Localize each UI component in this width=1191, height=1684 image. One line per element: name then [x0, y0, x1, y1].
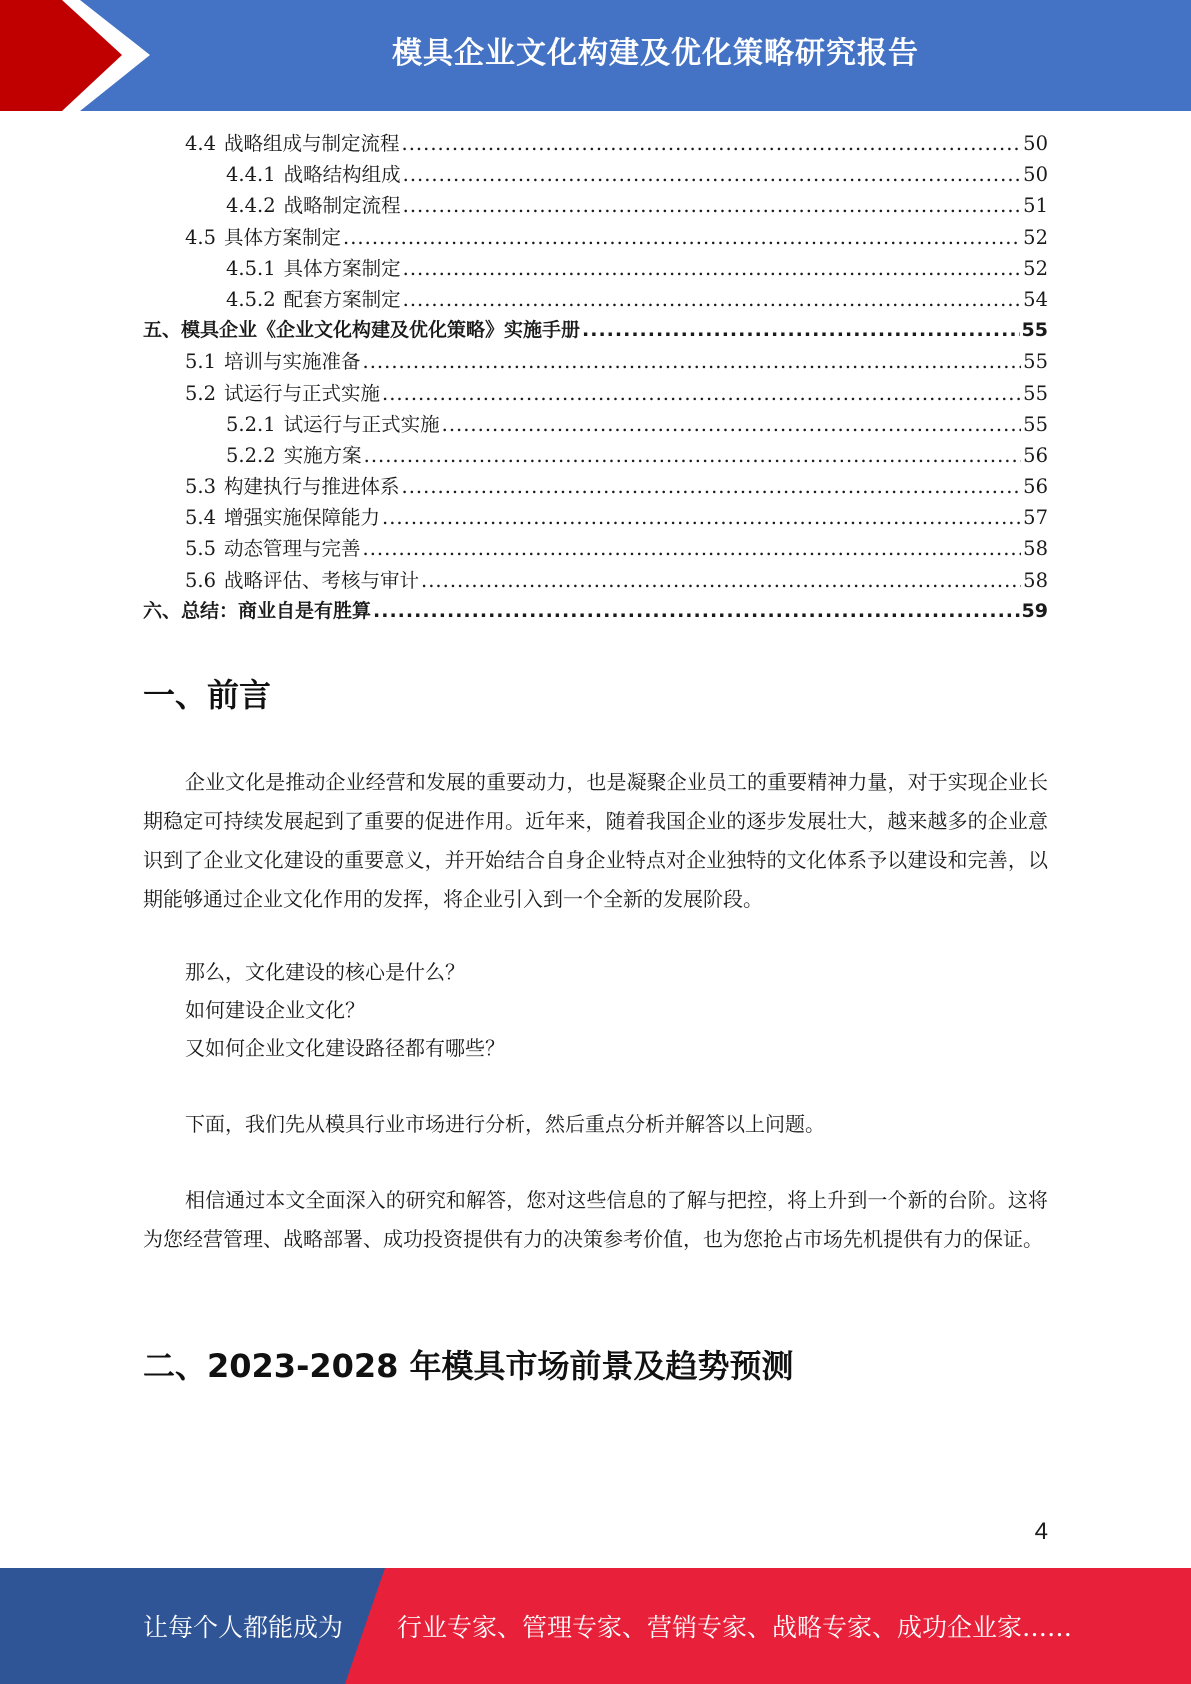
- toc-entry[interactable]: [143, 346, 1048, 377]
- toc-entry-page: 50: [1023, 163, 1048, 187]
- toc-entry[interactable]: [143, 222, 1048, 253]
- toc-entry-title: 实施方案: [283, 443, 362, 467]
- page-number: 4: [1034, 1518, 1048, 1545]
- toc-entry-title: 试运行与正式实施: [224, 381, 381, 405]
- toc-leader-dots: [403, 159, 1022, 190]
- toc-entry-number: 4.4.1: [226, 163, 276, 187]
- toc-entry-page: 58: [1023, 568, 1048, 592]
- toc-entry-title: 构建执行与推进体系: [224, 475, 400, 499]
- toc-entry-page: 56: [1023, 443, 1048, 467]
- preface-paragraph-1: 企业文化是推动企业经营和发展的重要动力，也是凝聚企业员工的重要精神力量，对于实现企业长期稳定可持续发展起到了重要的促进作用。近年来，随着我国企业的逐步发展壮大，越来越多的企业意识到了企业文化建设的重要意义，并开始结合自身企业特点对企业独特的文化体系予以建设和完善，以期能够通过企业文化作用的发挥，将企业引入到一个全新的发展阶段。: [143, 770, 1048, 911]
- toc-entry[interactable]: [143, 440, 1048, 471]
- toc-entry-page: 55: [1023, 350, 1048, 374]
- toc-entry-title: 具体方案制定: [224, 225, 342, 249]
- toc-entry-page: 57: [1023, 506, 1048, 530]
- toc-entry-page: 51: [1023, 194, 1048, 218]
- toc-entry[interactable]: [143, 533, 1048, 564]
- header-title: 模具企业文化构建及优化策略研究报告: [392, 36, 919, 71]
- toc-entry-title: 具体方案制定: [283, 256, 401, 280]
- toc-leader-dots: [363, 533, 1022, 564]
- toc-entry[interactable]: [143, 596, 1048, 627]
- toc-entry-title: 配套方案制定: [283, 287, 401, 311]
- toc-entry[interactable]: [143, 502, 1048, 533]
- section-heading-preface: 一、前言: [143, 676, 272, 714]
- toc-entry-title: 增强实施保障能力: [224, 506, 381, 530]
- toc-entry[interactable]: [143, 159, 1048, 190]
- toc-entry-title: 动态管理与完善: [224, 537, 361, 561]
- preface-question-3: 又如何企业文化建设路径都有哪些？: [185, 1036, 505, 1060]
- toc-entry-page: 55: [1023, 381, 1048, 405]
- toc-entry-title: 五、模具企业《企业文化构建及优化策略》实施手册: [143, 319, 581, 342]
- toc-entry-page: 54: [1023, 287, 1048, 311]
- footer-slogan-left: 让每个人都能成为: [143, 1613, 344, 1642]
- preface-paragraph-2: 下面，我们先从模具行业市场进行分析，然后重点分析并解答以上问题。: [185, 1112, 825, 1136]
- toc-entry[interactable]: [143, 409, 1048, 440]
- toc-entry-page: 59: [1021, 599, 1048, 622]
- toc-leader-dots: [364, 440, 1022, 471]
- toc-entry[interactable]: [143, 565, 1048, 596]
- toc-entry-number: 5.2.2: [226, 443, 276, 467]
- toc-entry-title: 试运行与正式实施: [283, 412, 440, 436]
- toc-leader-dots: [402, 471, 1022, 502]
- toc-entry-page: 52: [1023, 225, 1048, 249]
- toc-leader-dots: [421, 565, 1021, 596]
- toc-entry-page: 50: [1023, 132, 1048, 155]
- toc-entry[interactable]: [143, 315, 1048, 346]
- section-heading-market-forecast: 二、2023-2028 年模具市场前景及趋势预测: [143, 1347, 794, 1385]
- toc-entry-number: 5.4: [185, 506, 217, 530]
- toc-entry-title: 战略组成与制定流程: [224, 132, 400, 155]
- toc-entry-number: 5.3: [185, 475, 217, 499]
- toc-entry-page: 56: [1023, 475, 1048, 499]
- toc-entry[interactable]: [143, 471, 1048, 502]
- toc-leader-dots: [343, 222, 1021, 253]
- toc-entry-title: 战略制定流程: [283, 194, 401, 218]
- toc-entry-number: 4.5.1: [226, 256, 276, 280]
- toc-entry-title: 培训与实施准备: [224, 350, 361, 374]
- toc-entry-number: 5.2.1: [226, 412, 276, 436]
- toc-entry-number: 5.1: [185, 350, 217, 374]
- page-footer: [0, 1568, 1191, 1684]
- page-header: [0, 0, 1191, 111]
- toc-entry-page: 58: [1023, 537, 1048, 561]
- header-arrow-decoration: [0, 0, 160, 111]
- toc-leader-dots: [373, 596, 1020, 627]
- toc-entry-title: 战略评估、考核与审计: [224, 568, 420, 592]
- toc-entry-number: 5.5: [185, 537, 217, 561]
- toc-entry[interactable]: [143, 190, 1048, 221]
- toc-entry-page: 55: [1021, 319, 1048, 342]
- preface-question-2: 如何建设企业文化？: [185, 998, 365, 1022]
- toc-leader-dots: [382, 502, 1021, 533]
- footer-slogan-right: 行业专家、管理专家、营销专家、战略专家、成功企业家……: [397, 1613, 1073, 1642]
- toc-leader-dots: [363, 346, 1022, 377]
- toc-entry-page: 55: [1023, 412, 1048, 436]
- toc-leader-dots: [382, 378, 1021, 409]
- toc-leader-dots: [403, 253, 1022, 284]
- toc-leader-dots: [403, 284, 1022, 315]
- toc-entry-number: 5.2: [185, 381, 217, 405]
- toc-entry-page: 52: [1023, 256, 1048, 280]
- toc-leader-dots: [402, 128, 1022, 159]
- toc-entry-number: 4.5.2: [226, 287, 276, 311]
- toc-leader-dots: [403, 190, 1022, 221]
- toc-entry[interactable]: [143, 284, 1048, 315]
- toc-entry-number: 4.5: [185, 225, 217, 249]
- toc-entry[interactable]: [143, 378, 1048, 409]
- toc-entry[interactable]: [143, 128, 1048, 159]
- toc-entry-title: 战略结构组成: [283, 163, 401, 187]
- toc-entry[interactable]: [143, 253, 1048, 284]
- preface-question-1: 那么，文化建设的核心是什么？: [185, 960, 465, 984]
- toc-entry-number: 4.4.2: [226, 194, 276, 218]
- toc-leader-dots: [582, 315, 1020, 346]
- toc-entry-number: 5.6: [185, 568, 217, 592]
- preface-paragraph-3: 相信通过本文全面深入的研究和解答，您对这些信息的了解与把控，将上升到一个新的台阶。这将为您经营管理、战略部署、成功投资提供有力的决策参考价值，也为您抢占市场先机提供有力的保证。: [143, 1188, 1048, 1251]
- toc-entry-title: 六、总结：商业自是有胜算: [143, 599, 372, 622]
- table-of-contents: [143, 128, 1048, 627]
- toc-entry-number: 4.4: [185, 132, 217, 155]
- toc-leader-dots: [442, 409, 1022, 440]
